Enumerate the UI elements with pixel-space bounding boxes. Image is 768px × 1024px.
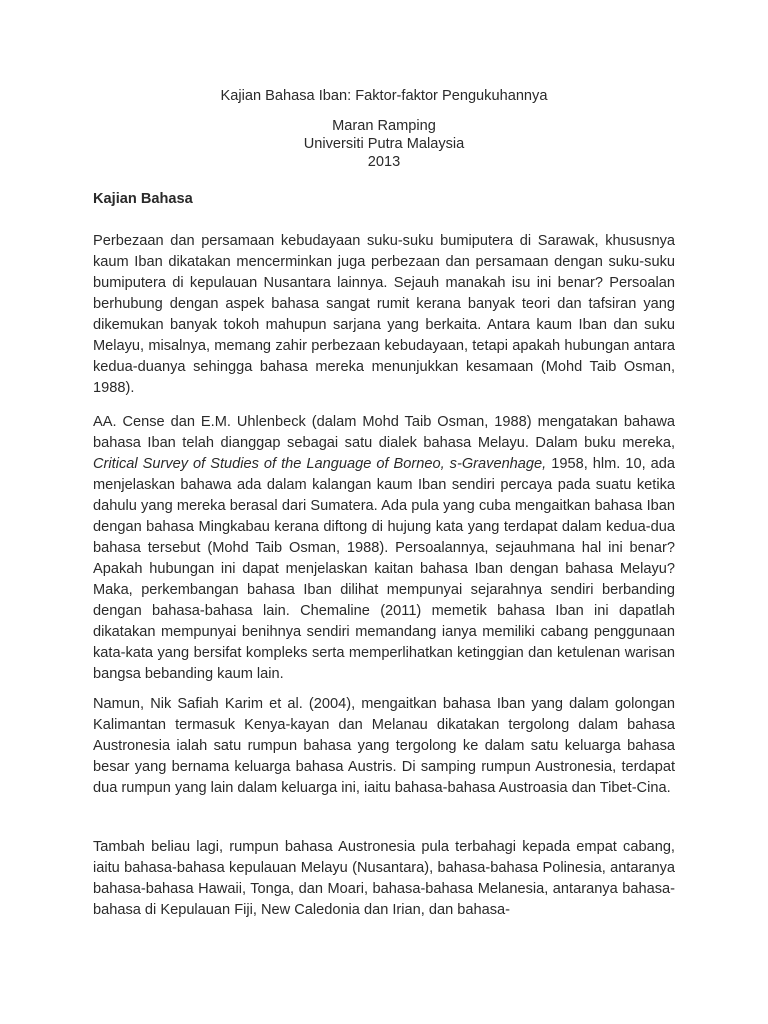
paragraph-2 [93, 412, 675, 685]
book-title-italic: Critical Survey of Studies of the Language of Borneo, s-Gravenhage, [93, 456, 547, 472]
author-name: Maran Ramping [332, 118, 436, 134]
author-block [0, 117, 768, 171]
publication-year: 2013 [367, 154, 401, 170]
document-title: Kajian Bahasa Iban: Faktor-faktor Pengukuhannya [220, 88, 548, 104]
paragraph-3: Namun, Nik Safiah Karim et al. (2004), mengaitkan bahasa Iban yang dalam golongan Kalimantan termasuk Kenya-kayan dan Melanau dikatakan tergolong dalam bahasa Austronesia ialah satu rumpun bahasa yang tergolong ke dalam satu keluarga bahasa besar yang bernama keluarga bahasa Austris. Di samping rumpun Austronesia, terdapat dua rumpun yang lain dalam keluarga ini, iaitu bahasa-bahasa Austroasia dan Tibet-Cina. [93, 696, 675, 796]
paragraph-4: Tambah beliau lagi, rumpun bahasa Austronesia pula terbahagi kepada empat cabang, iaitu bahasa-bahasa kepulauan Melayu (Nusantara), bahasa-bahasa Polinesia, antaranya bahasa-bahasa Hawaii, Tonga, dan Moari, bahasa-bahasa Melanesia, antaranya bahasa-bahasa di Kepulauan Fiji, New Caledonia dan Irian, dan bahasa- [93, 839, 675, 918]
paragraph-2-text-b: 1958, hlm. 10, ada menjelaskan bahawa ada dalam kalangan kaum Iban sendiri percaya pada suatu ketika dahulu yang mereka berasal dari Sumatera. Ada pula yang cuba mengaitkan bahasa Iban dengan bahasa Mingkabau kerana diftong di hujung kata yang terdapat dalam kedua-dua bahasa tersebut (Mohd Taib Osman, 1988). Persoalannya, sejauhmana hal ini benar? Apakah hubungan ini dapat menjelaskan kaitan bahasa Iban dengan bahasa Melayu? Maka, perkembangan bahasa Iban dilihat mempunyai sejarahnya sendiri berbanding dengan bahasa-bahasa lain. Chemaline (2011) memetik bahasa Iban ini dapatlah dikatakan mempunyai benihnya sendiri memandang ianya memiliki cabang penggunaan kata-kata yang bersifat kompleks serta memperlihatkan ketinggian dan ketulenan warisan bangsa bebanding kaum lain. [93, 456, 676, 682]
paragraph-2-text-a: AA. Cense dan E.M. Uhlenbeck (dalam Mohd Taib Osman, 1988) mengatakan bahawa bahasa Iban telah dianggap sebagai satu dialek bahasa Melayu. Dalam buku mereka, [93, 414, 675, 451]
paragraph-1: Perbezaan dan persamaan kebudayaan suku-suku bumiputera di Sarawak, khususnya kaum Iban dikatakan mencerminkan juga perbezaan dan persamaan dengan suku-suku bumiputera di kepulauan Nusantara lainnya. Sejauh manakah isu ini benar? Persoalan berhubung dengan aspek bahasa sangat rumit kerana banyak teori dan tafsiran yang dikemukan banyak tokoh mahupun sarjana yang berkaita. Antara kaum Iban dan suku Melayu, misalnya, memang zahir perbezaan kebudayaan, tetapi apakah hubungan antara kedua-duanya sehingga bahasa mereka menunjukkan kesamaan (Mohd Taib Osman, 1988). [93, 233, 675, 396]
section-heading: Kajian Bahasa [93, 191, 193, 207]
institution-name: Universiti Putra Malaysia [303, 136, 465, 152]
